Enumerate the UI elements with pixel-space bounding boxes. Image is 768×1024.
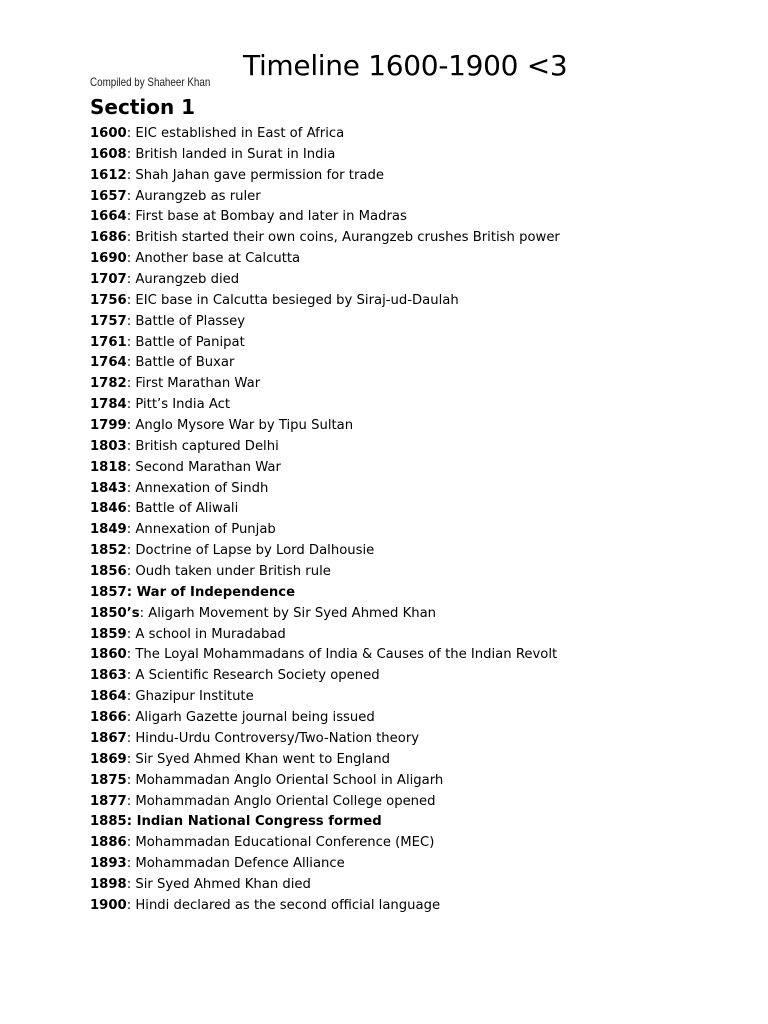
timeline-entry: [90, 729, 560, 750]
entry-year: 1657: [90, 188, 127, 204]
entry-separator: :: [126, 334, 136, 350]
entry-event: Annexation of Sindh: [135, 480, 269, 496]
entry-year: 1856: [90, 564, 127, 580]
entry-event: Aurangzeb as ruler: [135, 188, 261, 204]
entry-year: 1885: [90, 814, 127, 830]
entry-year: 1867: [90, 730, 127, 746]
entry-event: Second Marathan War: [135, 459, 281, 475]
entry-year: 1893: [90, 856, 127, 872]
entry-event: Battle of Plassey: [135, 313, 246, 329]
timeline-entry: [90, 541, 560, 562]
entry-event: EIC established in East of Africa: [135, 126, 345, 141]
entry-event: Aurangzeb died: [135, 272, 240, 288]
timeline-entry: [90, 812, 560, 833]
entry-separator: :: [126, 522, 136, 538]
entry-separator: :: [126, 751, 136, 767]
entry-event: First base at Bombay and later in Madras: [135, 209, 407, 225]
timeline-entry: [90, 479, 560, 500]
entry-event: Pitt’s India Act: [135, 397, 231, 413]
timeline-entry: [90, 666, 560, 687]
entry-separator: :: [126, 272, 136, 288]
entry-event: Hindi declared as the second official language: [135, 897, 441, 913]
entry-separator: :: [126, 251, 136, 267]
entry-separator: :: [126, 730, 136, 746]
entry-year: 1864: [90, 689, 127, 705]
entry-year: 1803: [90, 438, 127, 454]
entry-event: Sir Syed Ahmed Khan went to England: [135, 751, 390, 767]
entry-year: 1866: [90, 710, 127, 726]
timeline-entry: [90, 520, 560, 541]
entry-separator: :: [126, 188, 136, 204]
entry-year: 1608: [90, 146, 127, 162]
timeline-entry: [90, 187, 560, 208]
entry-year: 1900: [90, 897, 127, 913]
entry-separator: :: [126, 689, 136, 705]
entry-separator: :: [126, 230, 136, 246]
timeline-entry: [90, 604, 560, 625]
entry-event: War of Independence: [136, 584, 296, 600]
timeline-entry: [90, 124, 560, 145]
entry-separator: :: [126, 626, 136, 642]
timeline-entry: [90, 145, 560, 166]
entry-event: Mohammadan Defence Alliance: [135, 856, 345, 872]
entry-event: British started their own coins, Aurangzeb crushes British power: [135, 230, 560, 246]
section-heading: Section 1: [90, 95, 196, 119]
entry-year: 1756: [90, 292, 127, 308]
entry-event: Shah Jahan gave permission for trade: [135, 167, 384, 183]
timeline-entry: [90, 792, 560, 813]
entry-event: Mohammadan Educational Conference (MEC): [135, 835, 435, 851]
entry-event: First Marathan War: [135, 376, 261, 392]
entry-year: 1859: [90, 626, 127, 642]
entry-separator: :: [126, 710, 136, 726]
entry-event: Ghazipur Institute: [135, 689, 254, 705]
entry-year: 1600: [90, 126, 127, 141]
entry-separator: :: [126, 209, 136, 225]
entry-event: The Loyal Mohammadans of India & Causes of the Indian Revolt: [135, 647, 558, 663]
timeline-entry: [90, 458, 560, 479]
entry-year: 1690: [90, 251, 127, 267]
entry-year: 1784: [90, 397, 127, 413]
entry-separator: :: [126, 418, 136, 434]
entry-year: 1898: [90, 876, 127, 892]
entry-event: Mohammadan Anglo Oriental School in Aligarh: [135, 772, 444, 788]
entry-year: 1707: [90, 272, 127, 288]
entry-separator: :: [126, 459, 136, 475]
entry-event: British captured Delhi: [135, 438, 279, 454]
entry-event: A school in Muradabad: [135, 626, 286, 642]
entry-separator: :: [126, 376, 136, 392]
timeline-entry: [90, 771, 560, 792]
timeline-entry: [90, 353, 560, 374]
timeline-entry: [90, 270, 560, 291]
timeline-entry: [90, 750, 560, 771]
timeline-entry: [90, 875, 560, 896]
entry-event: Battle of Aliwali: [135, 501, 239, 517]
entry-event: Anglo Mysore War by Tipu Sultan: [135, 418, 354, 434]
entry-separator: :: [126, 480, 136, 496]
entry-event: Annexation of Punjab: [135, 522, 276, 538]
entry-event: Doctrine of Lapse by Lord Dalhousie: [135, 543, 375, 559]
entry-event: British landed in Surat in India: [135, 146, 336, 162]
timeline-entry: [90, 395, 560, 416]
entry-separator: :: [126, 835, 136, 851]
entry-separator: :: [126, 438, 136, 454]
compiled-by-label: Compiled by Shaheer Khan: [90, 75, 211, 89]
entry-separator: :: [126, 897, 136, 913]
timeline-entry: [90, 645, 560, 666]
entry-separator: :: [126, 355, 136, 371]
entry-year: 1857: [90, 584, 127, 600]
timeline-entry: [90, 562, 560, 583]
entry-separator: :: [126, 543, 136, 559]
entry-separator: :: [126, 501, 136, 517]
timeline-entry: [90, 499, 560, 520]
entry-separator: :: [126, 772, 136, 788]
timeline-entry: [90, 228, 560, 249]
entry-year: 1761: [90, 334, 127, 350]
entry-separator: :: [126, 668, 136, 684]
entry-year: 1764: [90, 355, 127, 371]
entry-year: 1875: [90, 772, 127, 788]
entry-year: 1782: [90, 376, 127, 392]
entry-separator: :: [126, 584, 137, 600]
entry-year: 1863: [90, 668, 127, 684]
timeline-entry: [90, 833, 560, 854]
entry-separator: :: [126, 564, 136, 580]
entry-event: Battle of Buxar: [135, 355, 235, 371]
entry-year: 1849: [90, 522, 127, 538]
entry-separator: :: [126, 397, 136, 413]
entry-separator: :: [126, 146, 136, 162]
entry-event: Hindu-Urdu Controversy/Two-Nation theory: [135, 730, 420, 746]
timeline-entry: [90, 896, 560, 917]
timeline-entry: [90, 166, 560, 187]
entry-year: 1818: [90, 459, 127, 475]
entry-event: Battle of Panipat: [135, 334, 245, 350]
entry-separator: :: [126, 313, 136, 329]
timeline-entry: [90, 207, 560, 228]
entry-year: 1664: [90, 209, 127, 225]
timeline-entry: [90, 416, 560, 437]
entry-year: 1877: [90, 793, 127, 809]
timeline-entry: [90, 583, 560, 604]
timeline-entry: [90, 708, 560, 729]
entry-separator: :: [126, 126, 136, 141]
entry-event: Sir Syed Ahmed Khan died: [135, 876, 311, 892]
timeline-entry: [90, 312, 560, 333]
entry-year: 1799: [90, 418, 127, 434]
entry-event: EIC base in Calcutta besieged by Siraj-ud-Daulah: [135, 292, 459, 308]
entry-year: 1852: [90, 543, 127, 559]
entry-separator: :: [126, 793, 136, 809]
entry-year: 1757: [90, 313, 127, 329]
entry-separator: :: [126, 292, 136, 308]
entry-year: 1886: [90, 835, 127, 851]
timeline-entry: [90, 687, 560, 708]
entry-year: 1850’s: [90, 605, 140, 621]
entry-separator: :: [126, 856, 136, 872]
timeline-entry: [90, 437, 560, 458]
entry-year: 1846: [90, 501, 127, 517]
entry-year: 1860: [90, 647, 127, 663]
entry-separator: :: [126, 876, 136, 892]
entry-year: 1612: [90, 167, 127, 183]
timeline-entry: [90, 625, 560, 646]
timeline-entry: [90, 333, 560, 354]
timeline-entry: [90, 249, 560, 270]
entry-event: Mohammadan Anglo Oriental College opened: [135, 793, 436, 809]
entry-separator: :: [126, 814, 137, 830]
timeline-entry: [90, 291, 560, 312]
document-title: Timeline 1600-1900 <3: [243, 49, 568, 82]
entry-separator: :: [126, 647, 136, 663]
entry-year: 1869: [90, 751, 127, 767]
entry-year: 1686: [90, 230, 127, 246]
entry-event: Aligarh Gazette journal being issued: [135, 710, 375, 726]
entry-separator: :: [139, 605, 149, 621]
timeline-entry: [90, 374, 560, 395]
timeline-list: [90, 124, 560, 917]
timeline-entry: [90, 854, 560, 875]
entry-event: Indian National Congress formed: [136, 814, 382, 830]
entry-event: Oudh taken under British rule: [135, 564, 331, 580]
entry-event: A Scientific Research Society opened: [135, 668, 380, 684]
entry-separator: :: [126, 167, 136, 183]
entry-year: 1843: [90, 480, 127, 496]
entry-event: Aligarh Movement by Sir Syed Ahmed Khan: [148, 605, 437, 621]
entry-event: Another base at Calcutta: [135, 251, 301, 267]
